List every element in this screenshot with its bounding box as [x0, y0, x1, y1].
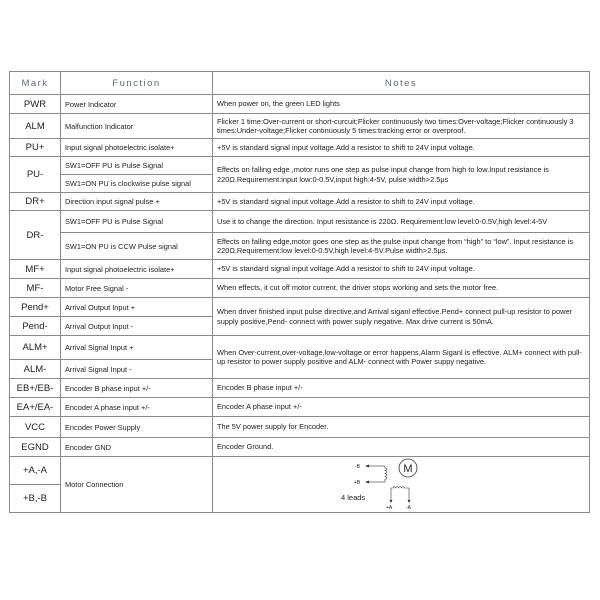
notes-dr-minus-2: Effects on falling edge,motor goes one step as the pulse input change from “high” to “low”. Input resistance is 220Ω.Requirement:low level:0-0.5V,high level:4-5V.Pulse width>2.5μs. [213, 233, 590, 260]
table-row-dr-minus-2 [10, 233, 590, 260]
table-row-mf-minus [10, 279, 590, 298]
arrow-minus-a [408, 500, 411, 503]
motor-letter: M [403, 463, 413, 475]
function-dr-plus: Direction input signal pulse + [61, 193, 213, 211]
function-pend-minus: Arrival Output Input - [61, 317, 213, 336]
mark-pu-minus: PU- [10, 157, 61, 193]
notes-eb: Encoder B phase input +/- [213, 379, 590, 398]
notes-pend: When driver finished input pulse directive,and Arrival siganl effective.Pend+ connect pull-up resistor to power supply positive,Pend- connect with power suply negative. Max drive current is 50mA. [213, 298, 590, 336]
mark-alm-plus: ALM+ [10, 336, 61, 360]
function-pend-plus: Arrival Output Input + [61, 298, 213, 317]
motor-diagram-cell [213, 457, 590, 513]
mark-mf-plus: MF+ [10, 260, 61, 279]
header-row [10, 72, 590, 95]
coil-a [391, 487, 409, 489]
mark-dr-plus: DR+ [10, 193, 61, 211]
table-row-alm [10, 114, 590, 139]
table-row-dr-minus-1 [10, 211, 590, 233]
table-row-dr-plus [10, 193, 590, 211]
pin-definition-table [9, 71, 590, 513]
function-ea: Encoder A phase input +/- [61, 398, 213, 417]
function-egnd: Encoder GND [61, 438, 213, 457]
table-row-egnd [10, 438, 590, 457]
function-dr-minus-on: SW1=ON PU is CCW Pulse signal [61, 233, 213, 260]
arrow-plus-b [365, 481, 369, 484]
table-row-vcc [10, 417, 590, 438]
function-vcc: Encoder Power Supply [61, 417, 213, 438]
mark-mf-minus: MF- [10, 279, 61, 298]
notes-alm: Flicker 1 time:Over-current or short-curcuit;Flicker continuously two times:Over-voltage;Flicker continuously 3 times:Under-voltage;Flicker continuously 5 times:tracking error or overproof. [213, 114, 590, 139]
notes-dr-minus-1: Use it to change the direction. Input resistance is 220Ω. Requirement:low level:0-0.5V,high level:4-5V [213, 211, 590, 233]
table-row-mf-plus [10, 260, 590, 279]
function-mf-plus: Input signal photoelectric isolate+ [61, 260, 213, 279]
function-pu-minus-off: SW1=OFF PU is Pulse Signal [61, 157, 213, 175]
mark-pend-minus: Pend- [10, 317, 61, 336]
function-alm-minus: Arrival Signal Input - [61, 360, 213, 379]
notes-mf-plus: +5V is standard signal input voltage.Add a resistor to shift to 24V input voltage. [213, 260, 590, 279]
mark-alm: ALM [10, 114, 61, 139]
notes-pu-minus: Effects on falling edge ,motor runs one step as pulse input change from high to low.Input resistance is 220Ω.Requirement:input low:0-0.5V,input high:4-5V, pulse width>2.5μs [213, 157, 590, 193]
table-row-eb [10, 379, 590, 398]
notes-vcc: The 5V power supply for Encoder. [213, 417, 590, 438]
mark-pu-plus: PU+ [10, 139, 61, 157]
coil-b [385, 466, 387, 482]
table-row-ea [10, 398, 590, 417]
motor-wiring-diagram [213, 457, 590, 511]
mark-pend-plus: Pend+ [10, 298, 61, 317]
mark-motor-b: +B,-B [10, 485, 61, 513]
function-alm: Malfunction Indicator [61, 114, 213, 139]
label-plus-b: +B [354, 480, 361, 486]
mark-motor-a: +A,-A [10, 457, 61, 485]
label-minus-b: -B [355, 464, 360, 470]
header-function: Function [61, 72, 213, 95]
table-row-motor-a [10, 457, 590, 485]
notes-alm-signal: When Over-current,over-voltage,low-voltage or error happens,Alarm Siganl is effective. ALM+ connect with pull-up resistor to power supply positive and ALM- connect with Power suppy negative. [213, 336, 590, 379]
table-row-alm-plus [10, 336, 590, 360]
pin-definition-sheet [9, 71, 589, 529]
label-plus-a: +A [386, 505, 393, 511]
mark-alm-minus: ALM- [10, 360, 61, 379]
notes-pwr: When power on, the green LED lights [213, 95, 590, 114]
table-row-pend-plus [10, 298, 590, 317]
function-pwr: Power Indicator [61, 95, 213, 114]
mark-dr-minus: DR- [10, 211, 61, 260]
function-pu-plus: Input signal photoelectric isolate+ [61, 139, 213, 157]
mark-eb: EB+/EB- [10, 379, 61, 398]
table-row-pu-plus [10, 139, 590, 157]
mark-pwr: PWR [10, 95, 61, 114]
function-motor-connection: Motor Connection [61, 457, 213, 513]
notes-dr-plus: +5V is standard signal input voltage.Add a resistor to shift to 24V input voltage. [213, 193, 590, 211]
function-pu-minus-on: SW1=ON PU is clockwise pulse signal [61, 175, 213, 193]
leads-caption: 4 leads [341, 493, 366, 502]
function-mf-minus: Motor Free Signal - [61, 279, 213, 298]
function-dr-minus-off: SW1=OFF PU is Pulse Signal [61, 211, 213, 233]
header-notes: Notes [213, 72, 590, 95]
notes-egnd: Encoder Ground. [213, 438, 590, 457]
notes-mf-minus: When effects, it cut off motor current, the driver stops working and sets the motor free. [213, 279, 590, 298]
mark-egnd: EGND [10, 438, 61, 457]
table-row-pwr [10, 95, 590, 114]
notes-ea: Encoder A phase input +/- [213, 398, 590, 417]
arrow-minus-b [365, 465, 369, 468]
mark-vcc: VCC [10, 417, 61, 438]
label-minus-a: -A [406, 505, 411, 511]
header-mark: Mark [10, 72, 61, 95]
table-row-pu-minus-1 [10, 157, 590, 175]
function-alm-plus: Arrival Signal Input + [61, 336, 213, 360]
notes-pu-plus: +5V is standard signal input voltage.Add a resistor to shift to 24V input voltage. [213, 139, 590, 157]
arrow-plus-a [390, 500, 393, 503]
function-eb: Encoder B phase input +/- [61, 379, 213, 398]
mark-ea: EA+/EA- [10, 398, 61, 417]
